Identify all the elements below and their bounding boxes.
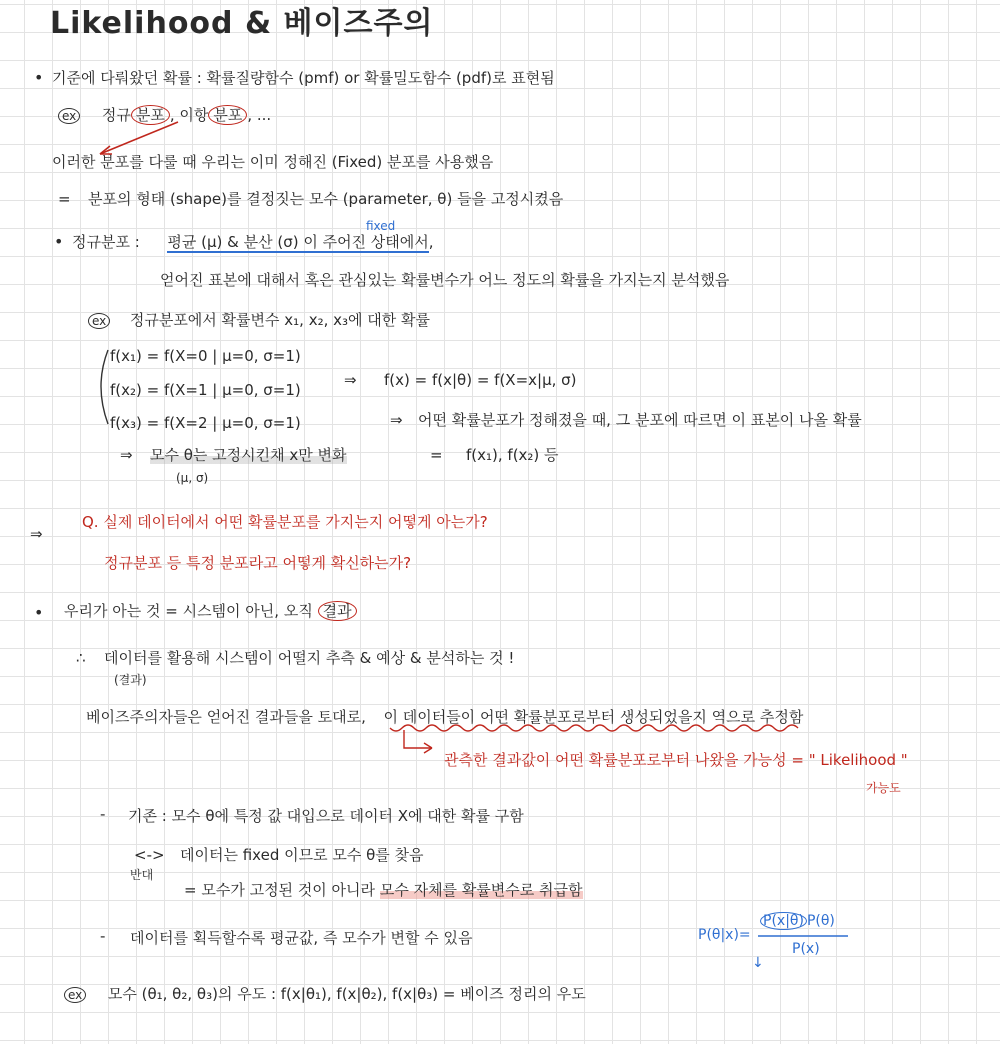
example-line-distributions	[58, 105, 271, 126]
bayes-left: P(θ|x)=	[698, 927, 751, 943]
note-line-what-we-know	[64, 601, 357, 621]
example-line-likelihood	[64, 984, 586, 1005]
note-line-parameter-rv	[184, 880, 583, 900]
equals-sign: =	[430, 446, 443, 464]
implies-arrow: ⇒	[344, 371, 357, 389]
red-likelihood-arrow	[404, 730, 432, 748]
red-likelihood-arrowhead	[424, 743, 432, 753]
bullet-dot: •	[54, 232, 64, 251]
implies-arrow: ⇒	[390, 411, 403, 429]
ex-badge: ex	[58, 108, 80, 124]
theta-fixed-text: 모수 θ는 고정시킨채 x만 변화	[150, 446, 347, 464]
likelihood-korean: 가능도	[866, 781, 901, 795]
dash: -	[100, 805, 106, 823]
implies-arrow: ⇒	[120, 446, 133, 464]
formula-examples: f(x₁), f(x₂) 등	[466, 446, 559, 464]
therefore-sign: ∴	[76, 649, 86, 667]
implies-arrow: ⇒	[30, 525, 43, 543]
circled-distribution-2: 분포	[208, 105, 247, 125]
normal-dist-line	[72, 232, 434, 252]
likelihood-example: 모수 (θ₁, θ₂, θ₃)의 우도 : f(x|θ₁), f(x|θ₂), f(x|θ₃) = 베이즈 정리의 우도	[107, 985, 586, 1003]
ex-badge: ex	[64, 987, 86, 1003]
mean-variance-given: 평균 (μ) & 분산 (σ) 이 주어진 상태에서	[167, 233, 429, 251]
param-random-variable: 모수 자체를 확률변수로 취급함	[379, 881, 583, 899]
note-line-fixed-distribution: 이러한 분포를 다룰 때 우리는 이미 정해진 (Fixed) 분포를 사용했음	[52, 153, 494, 171]
word-normal: 정규	[101, 106, 131, 124]
bayesian-text: 베이즈주의자들은 얻어진 결과들을 토대로,	[86, 708, 366, 726]
ex-badge: ex	[88, 313, 110, 329]
dash: -	[100, 927, 106, 945]
word-etc: , ...	[247, 106, 272, 124]
note-line-theta-fixed	[150, 445, 347, 465]
formula-general: f(x) = f(x|θ) = f(X=x|μ, σ)	[384, 371, 577, 389]
result-sub: (결과)	[114, 673, 147, 687]
comma: ,	[428, 233, 434, 251]
mu-sigma-sub: (μ, σ)	[176, 471, 209, 485]
page-title: Likelihood & 베이즈주의	[50, 6, 434, 41]
note-line-fixed-parameters: 분포의 형태 (shape)를 결정짓는 모수 (parameter, θ) 들을 고정시켰음	[88, 190, 564, 208]
normal-dist-label: 정규분포 :	[72, 233, 140, 251]
opposite-arrow: <->	[134, 846, 165, 864]
note-line-inference: 데이터를 활용해 시스템이 어떨지 추측 & 예상 & 분석하는 것 !	[104, 649, 515, 667]
formula-f-x2: f(x₂) = f(X=1 | μ=0, σ=1)	[110, 381, 301, 399]
formula-f-x1: f(x₁) = f(X=0 | μ=0, σ=1)	[110, 347, 301, 365]
bayesian-estimate: 이 데이터들이 어떤 확률분포로부터 생성되었을지 역으로 추정함	[383, 708, 804, 726]
likelihood-definition: 관측한 결과값이 어떤 확률분포로부터 나왔을 가능성 = " Likelihood "	[444, 751, 908, 769]
circled-result: 결과	[318, 601, 357, 621]
note-line-bayesians	[86, 707, 803, 727]
question-line-2: 정규분포 등 특정 분포라고 어떻게 확신하는가?	[104, 554, 412, 572]
param-not-fixed: = 모수가 고정된 것이 아니라	[184, 881, 376, 899]
fixed-annotation: fixed	[366, 219, 396, 233]
note-line-prev-probability: 기준에 다뤄왔던 확률 : 확률질량함수 (pmf) or 확률밀도함수 (pdf)로 표현됨	[52, 69, 555, 87]
circled-distribution-1: 분포	[131, 105, 170, 125]
known-text: 우리가 아는 것 = 시스템이 아닌, 오직	[64, 602, 313, 620]
note-line-analysis: 얻어진 표본에 대해서 혹은 관심있는 확률변수가 어느 정도의 확률을 가지는지 분석했음	[160, 271, 730, 289]
note-line-sample-probability: 어떤 확률분포가 정해졌을 때, 그 분포에 따르면 이 표본이 나올 확률	[418, 411, 862, 429]
bayes-numerator	[760, 912, 835, 930]
note-line-traditional: 기존 : 모수 θ에 특정 값 대입으로 데이터 X에 대한 확률 구함	[128, 807, 524, 825]
opposite-label: 반대	[130, 868, 154, 882]
note-line-more-data: 데이터를 획득할수록 평균값, 즉 모수가 변할 수 있음	[130, 929, 473, 947]
formula-f-x3: f(x₃) = f(X=2 | μ=0, σ=1)	[110, 414, 301, 432]
bullet-dot: •	[34, 603, 44, 622]
bayes-likelihood: P(x|θ)	[760, 912, 807, 930]
word-binomial: , 이항	[169, 106, 209, 124]
bayes-prior: P(θ)	[806, 913, 835, 929]
bayes-denominator: P(x)	[792, 941, 820, 957]
equals-sign: =	[58, 190, 71, 208]
formula-brace	[101, 350, 108, 424]
red-arrow-distribution	[100, 122, 178, 154]
question-line-1: Q. 실제 데이터에서 어떤 확률분포를 가지는지 어떻게 아는가?	[82, 513, 488, 531]
example-text: 정규분포에서 확률변수 x₁, x₂, x₃에 대한 확률	[129, 311, 431, 329]
note-line-data-fixed: 데이터는 fixed 이므로 모수 θ를 찾음	[180, 846, 424, 864]
bayes-down-arrow: ↓	[752, 955, 764, 971]
bullet-dot: •	[34, 68, 44, 87]
example-line-random-variables	[88, 310, 430, 331]
